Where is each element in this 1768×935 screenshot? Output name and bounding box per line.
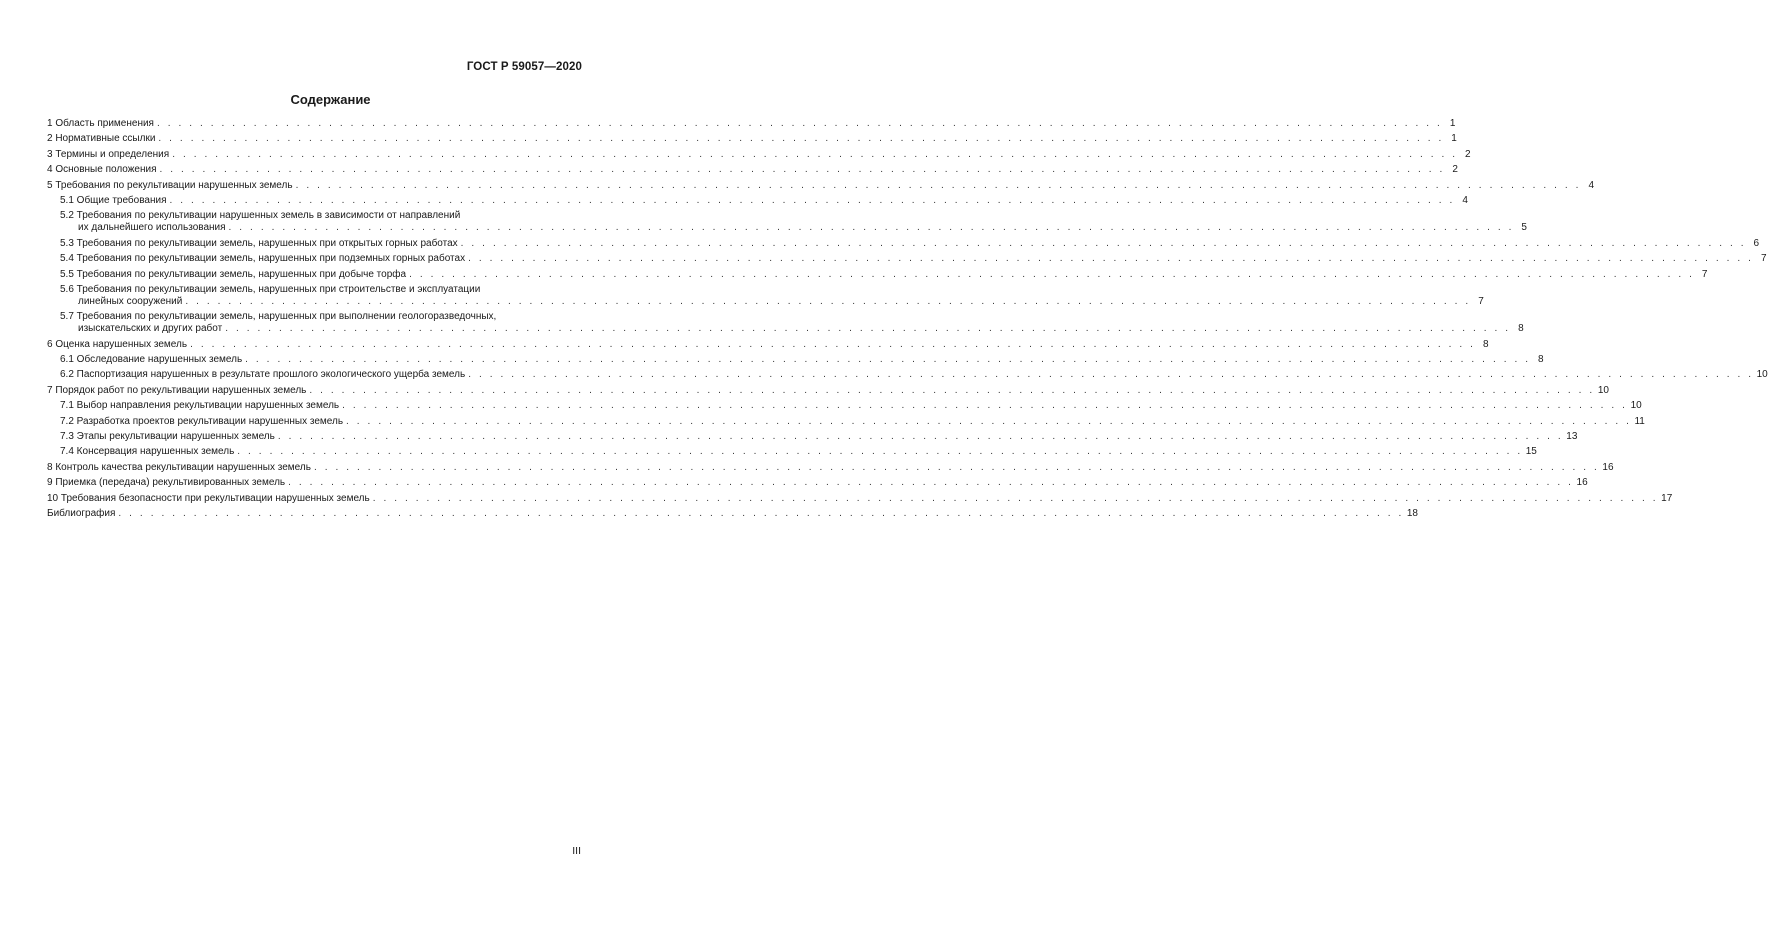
toc-page-number: 16 (1576, 477, 1588, 489)
toc-entry-title: 5 Требования по рекультивации нарушенных земель (47, 179, 293, 191)
toc-entry-title: 5.7 Требования по рекультивации земель, нарушенных при выполнении геологоразведочных, (60, 311, 497, 323)
toc-entry-title: 7.1 Выбор направления рекультивации нарушенных земель (60, 400, 340, 412)
dot-leader: . . . . . . . . . . . . . . . . . . . . . . . . . . . . . . . . . . . . . . . . . . . . . . . . . . . . . . . . . . . . . . . . . . . . . . . . . . . . . . . . . . . . . . . . . . . . . . . . . . . . . . . . . . . . . . . . . . . . . . . . (172, 148, 1458, 160)
dot-leader: . . . . . . . . . . . . . . . . . . . . . . . . . . . . . . . . . . . . . . . . . . . . . . . . . . . . . . . . . . . . . . . . . . . . . . . . . . . . . . . . . . . . . . . . . . . . . . . . . . . . . . . . . . . . . . . . . . . . . . . . (228, 222, 1514, 234)
toc-entry[interactable] (47, 428, 1578, 443)
dot-leader: . . . . . . . . . . . . . . . . . . . . . . . . . . . . . . . . . . . . . . . . . . . . . . . . . . . . . . . . . . . . . . . . . . . . . . . . . . . . . . . . . . . . . . . . . . . . . . . . . . . . . . . . . . . . . . . . . . . . . . . . (309, 384, 1595, 396)
toc-page-number: 1 (1449, 118, 1456, 129)
toc-entry[interactable] (47, 281, 1484, 308)
toc-entry-title: 5.6 Требования по рекультивации земель, нарушенных при строительстве и эксплуатации (60, 283, 481, 295)
dot-leader: . . . . . . . . . . . . . . . . . . . . . . . . . . . . . . . . . . . . . . . . . . . . . . . . . . . . . . . . . . . . . . . . . . . . . . . . . . . . . . . . . . . . . . . . . . . . . . . . . . . . . . . . . . . . . . . . . . . . . . . . (225, 323, 1511, 335)
dot-leader: . . . . . . . . . . . . . . . . . . . . . . . . . . . . . . . . . . . . . . . . . . . . . . . . . . . . . . . . . . . . . . . . . . . . . . . . . . . . . . . . . . . . . . . . . . . . . . . . . . . . . . . . . . . . . . . . . . . . . . . . (185, 295, 1471, 307)
dot-leader: . . . . . . . . . . . . . . . . . . . . . . . . . . . . . . . . . . . . . . . . . . . . . . . . . . . . . . . . . . . . . . . . . . . . . . . . . . . . . . . . . . . . . . . . . . . . . . . . . . . . . . . . . . . . . . . . . . . . . . . . (288, 477, 1574, 489)
toc-entry-title: 5.5 Требования по рекультивации земель, нарушенных при добыче торфа (60, 268, 407, 280)
dot-leader: . . . . . . . . . . . . . . . . . . . . . . . . . . . . . . . . . . . . . . . . . . . . . . . . . . . . . . . . . . . . . . . . . . . . . . . . . . . . . . . . . . . . . . . . . . . . . . . . . . . . . . . . . . . . . . . . . . . . . . . . (277, 431, 1564, 443)
dot-leader: . . . . . . . . . . . . . . . . . . . . . . . . . . . . . . . . . . . . . . . . . . . . . . . . . . . . . . . . . . . . . . . . . . . . . . . . . . . . . . . . . . . . . . . . . . . . . . . . . . . . . . . . . . . . . . . . . . . . . . . . (468, 369, 1754, 381)
toc-entry[interactable] (47, 207, 1527, 234)
toc-entry[interactable] (47, 118, 1456, 130)
dot-leader: . . . . . . . . . . . . . . . . . . . . . . . . . . . . . . . . . . . . . . . . . . . . . . . . . . . . . . . . . . . . . . . . . . . . . . . . . . . . . . . . . . . . . . . . . . . . . . . . . . . . . . . . . . . . . . . . . . . . . . . . (158, 133, 1444, 145)
toc-page-number: 16 (1602, 461, 1614, 473)
dot-leader: . . . . . . . . . . . . . . . . . . . . . . . . . . . . . . . . . . . . . . . . . . . . . . . . . . . . . . . . . . . . . . . . . . . . . . . . . . . . . . . . . . . . . . . . . . . . . . . . . . . . . . . . . . . . . . . . . . . . . . . . (237, 446, 1523, 458)
dot-leader: . . . . . . . . . . . . . . . . . . . . . . . . . . . . . . . . . . . . . . . . . . . . . . . . . . . . . . . . . . . . . . . . . . . . . . . . . . . . . . . . . . . . . . . . . . . . . . . . . . . . . . . . . . . . . . . . . . . . . . . . (159, 164, 1445, 176)
toc-entry-title: их дальнейшего использования (78, 222, 226, 234)
toc-entry-title: 6.1 Обследование нарушенных земель (60, 354, 243, 366)
toc-page-number: 2 (1465, 148, 1471, 160)
toc-page-number: 7 (1478, 295, 1484, 307)
toc-page-number: 10 (1630, 400, 1642, 412)
dot-leader: . . . . . . . . . . . . . . . . . . . . . . . . . . . . . . . . . . . . . . . . . . . . . . . . . . . . . . . . . . . . . . . . . . . . . . . . . . . . . . . . . . . . . . . . . . . . . . . . . . . . . . . . . . . . . . . . . . . . . . . . (468, 253, 1754, 265)
toc-entry-title: 6.2 Паспортизация нарушенных в результате прошлого экологического ущерба земель (60, 369, 466, 381)
toc-entry[interactable] (47, 308, 1524, 335)
toc-page-number: 2 (1452, 164, 1458, 176)
toc-entry-title: 1 Область применения (47, 118, 154, 129)
toc-entry-title: 7 Порядок работ по рекультивации нарушенных земель (47, 384, 307, 396)
toc-entry-title: линейных сооружений (78, 295, 183, 307)
dot-leader: . . . . . . . . . . . . . . . . . . . . . . . . . . . . . . . . . . . . . . . . . . . . . . . . . . . . . . . . . . . . . . . . . . . . . . . . . . . . . . . . . . . . . . . . . . . . . . . . . . . . . . . . . . . . . . . . . . . . . . . . (295, 179, 1581, 191)
toc-entry-title: Библиография (47, 507, 116, 519)
toc-entry[interactable] (47, 458, 1614, 473)
toc-entry-title: 7.2 Разработка проектов рекультивации нарушенных земель (60, 415, 344, 427)
toc-entry-title: 10 Требования безопасности при рекультивации нарушенных земель (47, 492, 370, 504)
toc-page-number: 15 (1525, 446, 1537, 458)
toc-entry[interactable] (47, 250, 1767, 265)
toc-page-number: 17 (1661, 492, 1673, 504)
toc-entry[interactable] (47, 192, 1468, 207)
toc-page-number: 11 (1634, 415, 1645, 427)
toc-entry[interactable] (47, 489, 1673, 504)
dot-leader: . . . . . . . . . . . . . . . . . . . . . . . . . . . . . . . . . . . . . . . . . . . . . . . . . . . . . . . . . . . . . . . . . . . . . . . . . . . . . . . . . . . . . . . . . . . . . . . . . . . . . . . . . . . . . . . . . . . . . . . . (245, 354, 1531, 366)
toc-entry-title: 3 Термины и определения (47, 148, 170, 160)
toc-entry-title: изыскательских и других работ (78, 323, 223, 335)
dot-leader: . . . . . . . . . . . . . . . . . . . . . . . . . . . . . . . . . . . . . . . . . . . . . . . . . . . . . . . . . . . . . . . . . . . . . . . . . . . . . . . . . . . . . . . . . . . . . . . . . . . . . . . . . . . . . . . . . . . . . . . . (409, 268, 1695, 280)
toc-entry[interactable] (47, 381, 1609, 396)
toc-entry-title: 7.3 Этапы рекультивации нарушенных земель (60, 431, 275, 443)
toc-entry-title: 5.3 Требования по рекультивации земель, нарушенных при открытых горных работах (60, 237, 458, 249)
toc-entry[interactable] (47, 176, 1594, 191)
toc-entry-title: 5.4 Требования по рекультивации земель, нарушенных при подземных горных работах (60, 253, 466, 265)
dot-leader: . . . . . . . . . . . . . . . . . . . . . . . . . . . . . . . . . . . . . . . . . . . . . . . . . . . . . . . . . . . . . . . . . . . . . . . . . . . . . . . . . . . . . . . . . . . . . . . . . . . . . . . . . . . . . . . . . . . . . . . . (169, 194, 1455, 206)
toc-entry[interactable] (47, 335, 1489, 350)
toc-entry-title: 5.2 Требования по рекультивации нарушенных земель в зависимости от направлений (60, 210, 461, 222)
toc-entry[interactable] (47, 234, 1760, 249)
toc-entry-title: 4 Основные положения (47, 164, 157, 176)
toc-page-number: 8 (1518, 323, 1524, 335)
dot-leader: . . . . . . . . . . . . . . . . . . . . . . . . . . . . . . . . . . . . . . . . . . . . . . . . . . . . . . . . . . . . . . . . . . . . . . . . . . . . . . . . . . . . . . . . . . . . . . . . . . . . . . . . . . . . . . . . . . . . . . . . (118, 507, 1404, 519)
dot-leader: . . . . . . . . . . . . . . . . . . . . . . . . . . . . . . . . . . . . . . . . . . . . . . . . . . . . . . . . . . . . . . . . . . . . . . . . . . . . . . . . . . . . . . . . . . . . . . . . . . . . . . . . . . . . . . . . . . . . . . . . (372, 492, 1659, 504)
toc-page-number: 18 (1406, 507, 1418, 519)
toc-entry[interactable] (47, 161, 1458, 176)
toc-page-number: 8 (1482, 338, 1489, 350)
toc-entry[interactable] (47, 412, 1645, 427)
toc-entry[interactable] (47, 474, 1588, 489)
dot-leader: . . . . . . . . . . . . . . . . . . . . . . . . . . . . . . . . . . . . . . . . . . . . . . . . . . . . . . . . . . . . . . . . . . . . . . . . . . . . . . . . . . . . . . . . . . . . . . . . . . . . . . . . . . . . . . . . . . . . . . . . (190, 338, 1476, 350)
toc-entry-title: 8 Контроль качества рекультивации нарушенных земель (47, 461, 311, 473)
toc-entry-title: 5.1 Общие требования (60, 194, 167, 206)
toc-entry[interactable] (47, 265, 1708, 280)
toc-entry[interactable] (47, 505, 1418, 520)
dot-leader: . . . . . . . . . . . . . . . . . . . . . . . . . . . . . . . . . . . . . . . . . . . . . . . . . . . . . . . . . . . . . . . . . . . . . . . . . . . . . . . . . . . . . . . . . . . . . . . . . . . . . . . . . . . . . . . . . . . . . . . . (460, 237, 1747, 249)
toc-entry[interactable] (47, 130, 1457, 145)
toc-page-number: 7 (1760, 253, 1767, 265)
toc-page-number: 10 (1597, 384, 1609, 396)
toc-page-number: 6 (1753, 237, 1760, 249)
toc-page-number: 10 (1756, 369, 1768, 381)
toc-page-number: 4 (1462, 194, 1468, 206)
toc-page-number: 1 (1451, 133, 1457, 145)
dot-leader: . . . . . . . . . . . . . . . . . . . . . . . . . . . . . . . . . . . . . . . . . . . . . . . . . . . . . . . . . . . . . . . . . . . . . . . . . . . . . . . . . . . . . . . . . . . . . . . . . . . . . . . . . . . . . . . . . . . . . . . . (313, 461, 1600, 473)
toc-page-number: 13 (1566, 431, 1578, 443)
toc-page-number: 4 (1588, 179, 1594, 191)
document-code: ГОСТ Р 59057—2020 (466, 61, 582, 73)
table-of-contents (47, 118, 1768, 520)
dot-leader: . . . . . . . . . . . . . . . . . . . . . . . . . . . . . . . . . . . . . . . . . . . . . . . . . . . . . . . . . . . . . . . . . . . . . . . . . . . . . . . . . . . . . . . . . . . . . . . . . . . . . . . . . . . . . . . . . . . . . . . . (156, 118, 1443, 129)
toc-entry[interactable] (47, 351, 1544, 366)
toc-entry[interactable] (47, 443, 1537, 458)
toc-page-number: 5 (1521, 222, 1527, 234)
toc-entry[interactable] (47, 145, 1471, 160)
toc-entry[interactable] (47, 366, 1768, 381)
toc-title: Содержание (290, 92, 371, 107)
toc-entry-title: 9 Приемка (передача) рекультивированных земель (47, 477, 286, 489)
toc-entry-title: 6 Оценка нарушенных земель (47, 338, 188, 350)
dot-leader: . . . . . . . . . . . . . . . . . . . . . . . . . . . . . . . . . . . . . . . . . . . . . . . . . . . . . . . . . . . . . . . . . . . . . . . . . . . . . . . . . . . . . . . . . . . . . . . . . . . . . . . . . . . . . . . . . . . . . . . . (346, 415, 1632, 427)
page-number: III (572, 845, 581, 857)
toc-entry-title: 2 Нормативные ссылки (47, 133, 156, 145)
toc-page-number: 8 (1538, 354, 1544, 366)
toc-entry[interactable] (47, 397, 1642, 412)
toc-page-number: 7 (1701, 268, 1708, 280)
toc-entry-title: 7.4 Консервация нарушенных земель (60, 446, 235, 458)
dot-leader: . . . . . . . . . . . . . . . . . . . . . . . . . . . . . . . . . . . . . . . . . . . . . . . . . . . . . . . . . . . . . . . . . . . . . . . . . . . . . . . . . . . . . . . . . . . . . . . . . . . . . . . . . . . . . . . . . . . . . . . . (342, 400, 1628, 412)
